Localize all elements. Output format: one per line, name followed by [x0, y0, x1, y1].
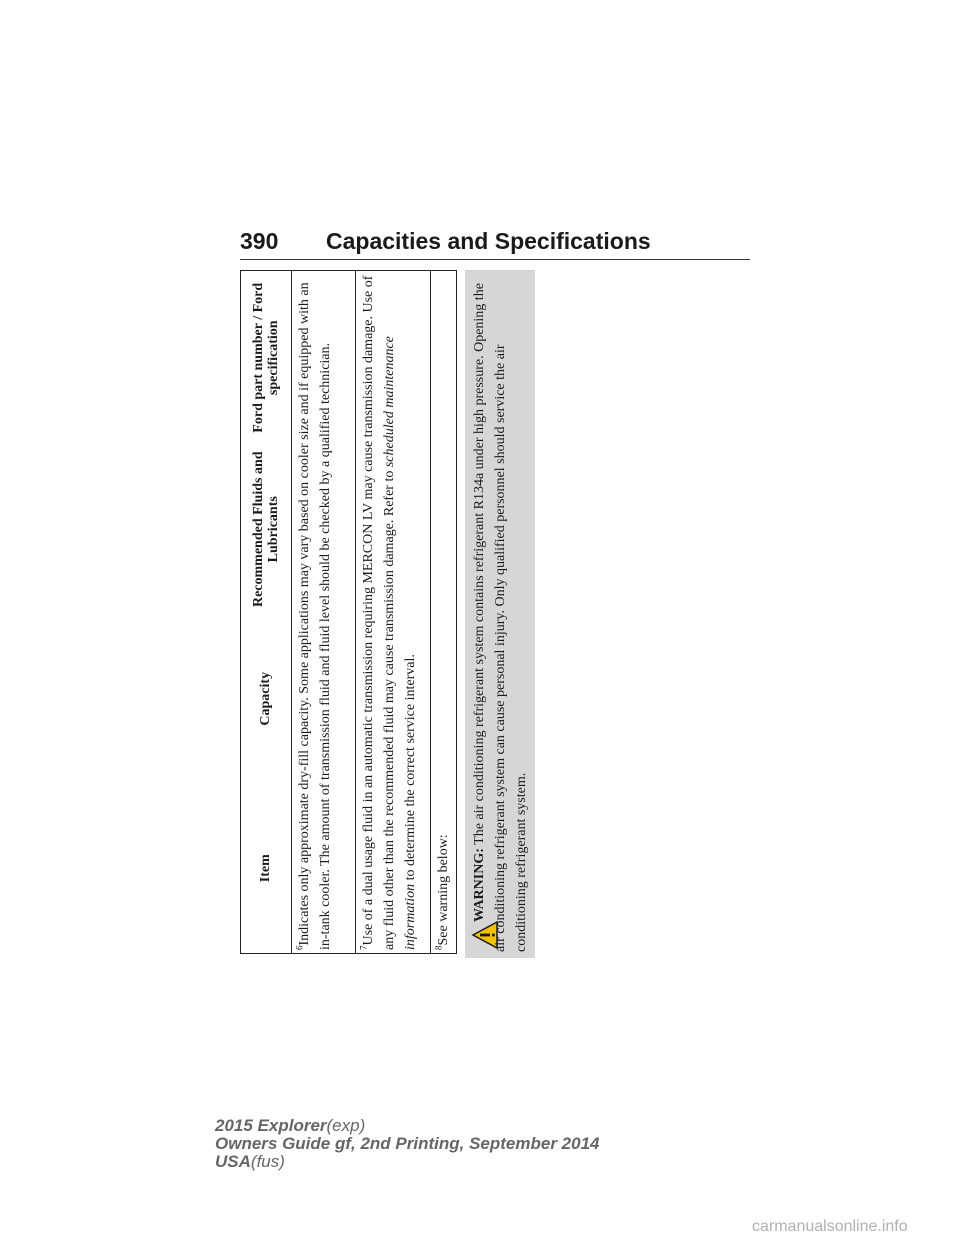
column-header-item: Item	[258, 854, 274, 883]
warning-label: WARNING:	[472, 848, 487, 922]
section-title: Capacities and Specifications	[326, 228, 651, 254]
footnote-6	[292, 271, 356, 953]
warning-text	[469, 278, 532, 952]
footer-region-code: (fus)	[250, 1152, 285, 1171]
column-header-capacity: Capacity	[258, 671, 274, 726]
column-header-fluids: Recommended Fluids and Lubricants	[250, 451, 281, 608]
footnote-text: Use of a dual usage fluid in an automatic transmission requiring MERCON LV may cause transmission damage. Use of any fluid other than the recommended fluid may cause transmission damage. Refer to	[360, 275, 397, 950]
footnote-text: See warning below:	[436, 834, 451, 946]
footer-region: USA	[215, 1152, 251, 1171]
maintenance-link[interactable]: scheduled maintenance information	[381, 336, 418, 950]
watermark: carmanualsonline.info	[752, 1218, 908, 1235]
footer-line-2: Owners Guide gf, 2nd Printing, September 2014	[215, 1134, 600, 1153]
rotated-table	[240, 270, 457, 954]
footnote-text-end: to determine the correct service interval.	[402, 654, 418, 884]
footnote-marker: 7	[358, 945, 369, 950]
footer-model: 2015 Explorer	[215, 1116, 327, 1135]
page-footer	[215, 1117, 599, 1171]
column-header-part-number: Ford part number / Ford specification	[250, 282, 281, 433]
page-header	[240, 228, 750, 261]
footer-line-3	[215, 1153, 599, 1171]
footnote-marker: 8	[433, 945, 444, 950]
header-rule	[240, 259, 750, 260]
footnote-text: Indicates only approximate dry-fill capacity. Some applications may vary based on cooler size and if equipped with an in-tank cooler. The amount of transmission fluid and fluid level should be checked by a qualified technician.	[296, 282, 333, 950]
capacities-table	[240, 270, 457, 954]
footnote-marker: 6	[293, 945, 304, 950]
footer-line-1	[215, 1117, 599, 1135]
warning-box	[465, 270, 535, 958]
table-header-row	[241, 271, 292, 953]
footer-model-code: (exp)	[326, 1116, 366, 1135]
page-number: 390	[240, 228, 279, 254]
rotated-warning	[465, 270, 535, 958]
warning-body: The air conditioning refrigerant system contains refrigerant R134a under high pressure. Opening the air conditioning refrigerant system can cause personal injury. Only qualified personnel should service the air conditioning refrigerant system.	[472, 283, 529, 952]
footnote-8	[431, 271, 456, 953]
footnote-7	[356, 271, 431, 953]
